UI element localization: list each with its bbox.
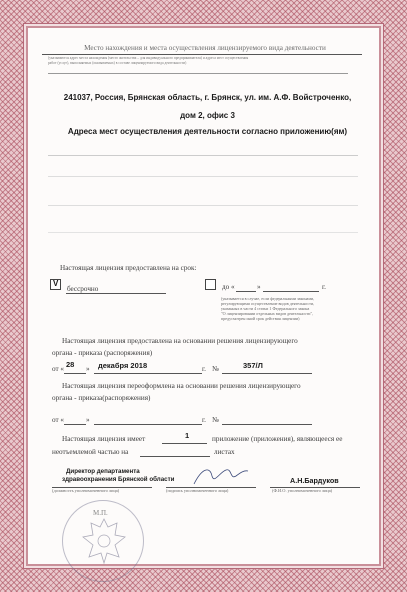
basis-line2: органа - приказа (распоряжения) — [52, 349, 153, 357]
basis-number-label: № — [212, 365, 219, 373]
reissue-line2: органа - приказа(распоряжения) — [52, 394, 151, 402]
basis-number: 357/Л — [243, 361, 263, 370]
basis-number-line — [222, 373, 312, 374]
until-checkbox[interactable] — [205, 279, 216, 290]
address-line3: Адреса мест осуществления деятельности согласно приложению(ям) — [67, 127, 348, 136]
until-quote: » — [257, 283, 261, 291]
appendix-count: 1 — [185, 431, 190, 440]
term-note — [221, 296, 371, 321]
basis-line1: Настоящая лицензия предоставлена на основании решения лицензирующего — [62, 337, 298, 345]
signer-position-line2: здравоохранения Брянской области — [62, 476, 175, 483]
divider — [66, 293, 166, 294]
divider — [48, 73, 348, 74]
divider — [48, 205, 358, 206]
reissue-day-line — [64, 424, 86, 425]
indefinite-label: бессрочно — [67, 285, 99, 293]
appendix-sheets-line — [140, 456, 210, 457]
signer-name: А.Н.Бардуков — [290, 476, 339, 485]
reissue-month-line — [94, 424, 202, 425]
divider — [42, 54, 362, 55]
term-note-line: (указывается в случае, если федеральными законами, — [221, 296, 315, 301]
divider — [48, 155, 358, 156]
reissue-number-line — [222, 424, 312, 425]
official-stamp — [62, 500, 144, 582]
reissue-from: от « — [52, 416, 65, 424]
reissue-number-label: № — [212, 416, 219, 424]
appendix-line2: неотъемлемой частью на — [52, 448, 129, 456]
term-label: Настоящая лицензия предоставлена на срок: — [60, 264, 197, 272]
address-line2: дом 2, офис 3 — [180, 111, 235, 120]
handwritten-signature — [190, 462, 250, 490]
basis-month: декабря 2018 — [98, 361, 148, 370]
term-note-line: "О лицензировании отдельных видов деятельности", — [221, 311, 314, 316]
appendix-suffix: приложение (приложения), являющееся ее — [212, 435, 343, 443]
divider — [48, 176, 358, 177]
reissue-quote: » — [86, 416, 90, 424]
until-year-suffix: г. — [322, 283, 326, 291]
signer-position-line1: Директор департамента — [66, 468, 140, 475]
appendix-prefix: Настоящая лицензия имеет — [62, 435, 146, 443]
basis-month-line — [94, 373, 202, 374]
appendix-sheets: листах — [214, 448, 235, 456]
reissue-year-suffix: г. — [202, 416, 206, 424]
address-line1: 241037, Россия, Брянская область, г. Брянск, ул. им. А.Ф. Войстроченко, — [63, 93, 352, 102]
term-note-line: указанных в части 4 статьи 1 Федерального закона — [221, 306, 310, 311]
basis-quote: » — [86, 365, 90, 373]
header-note-line1: (указываются адрес места нахождения (место жительства – для индивидуального предпринимателя) и адреса мест осуществления — [48, 56, 249, 60]
reissue-line1: Настоящая лицензия переоформлена на основании решения лицензирующего — [62, 382, 301, 390]
until-day-line — [236, 291, 256, 292]
check-mark: V — [53, 279, 59, 288]
term-note-line: предусмотрен иной срок действия лицензии) — [221, 316, 300, 321]
basis-day-line — [64, 373, 86, 374]
appendix-count-line — [162, 443, 207, 444]
header-note-line2: работ (услуг), выполняемых (оказываемых) в составе лицензируемого вида деятельности) — [48, 61, 187, 65]
caption-position: (должность уполномоченного лица) — [52, 488, 120, 493]
stamp-mark: М.П. — [93, 509, 108, 517]
until-month-line — [263, 291, 319, 292]
until-label: до « — [222, 283, 235, 291]
indefinite-checkbox[interactable] — [50, 279, 61, 290]
caption-name: (Ф.И.О. уполномоченного лица) — [272, 488, 333, 493]
divider — [48, 232, 358, 233]
basis-from: от « — [52, 365, 65, 373]
eagle-emblem-icon — [79, 515, 129, 567]
header-title: Место нахождения и места осуществления лицензируемого вида деятельности — [84, 44, 326, 52]
term-note-line: регулирующими осуществление видов деятельности, — [221, 301, 315, 306]
caption-signature: (подпись уполномоченного лица) — [166, 488, 229, 493]
basis-day: 28 — [66, 360, 75, 369]
basis-year-suffix: г. — [202, 365, 206, 373]
